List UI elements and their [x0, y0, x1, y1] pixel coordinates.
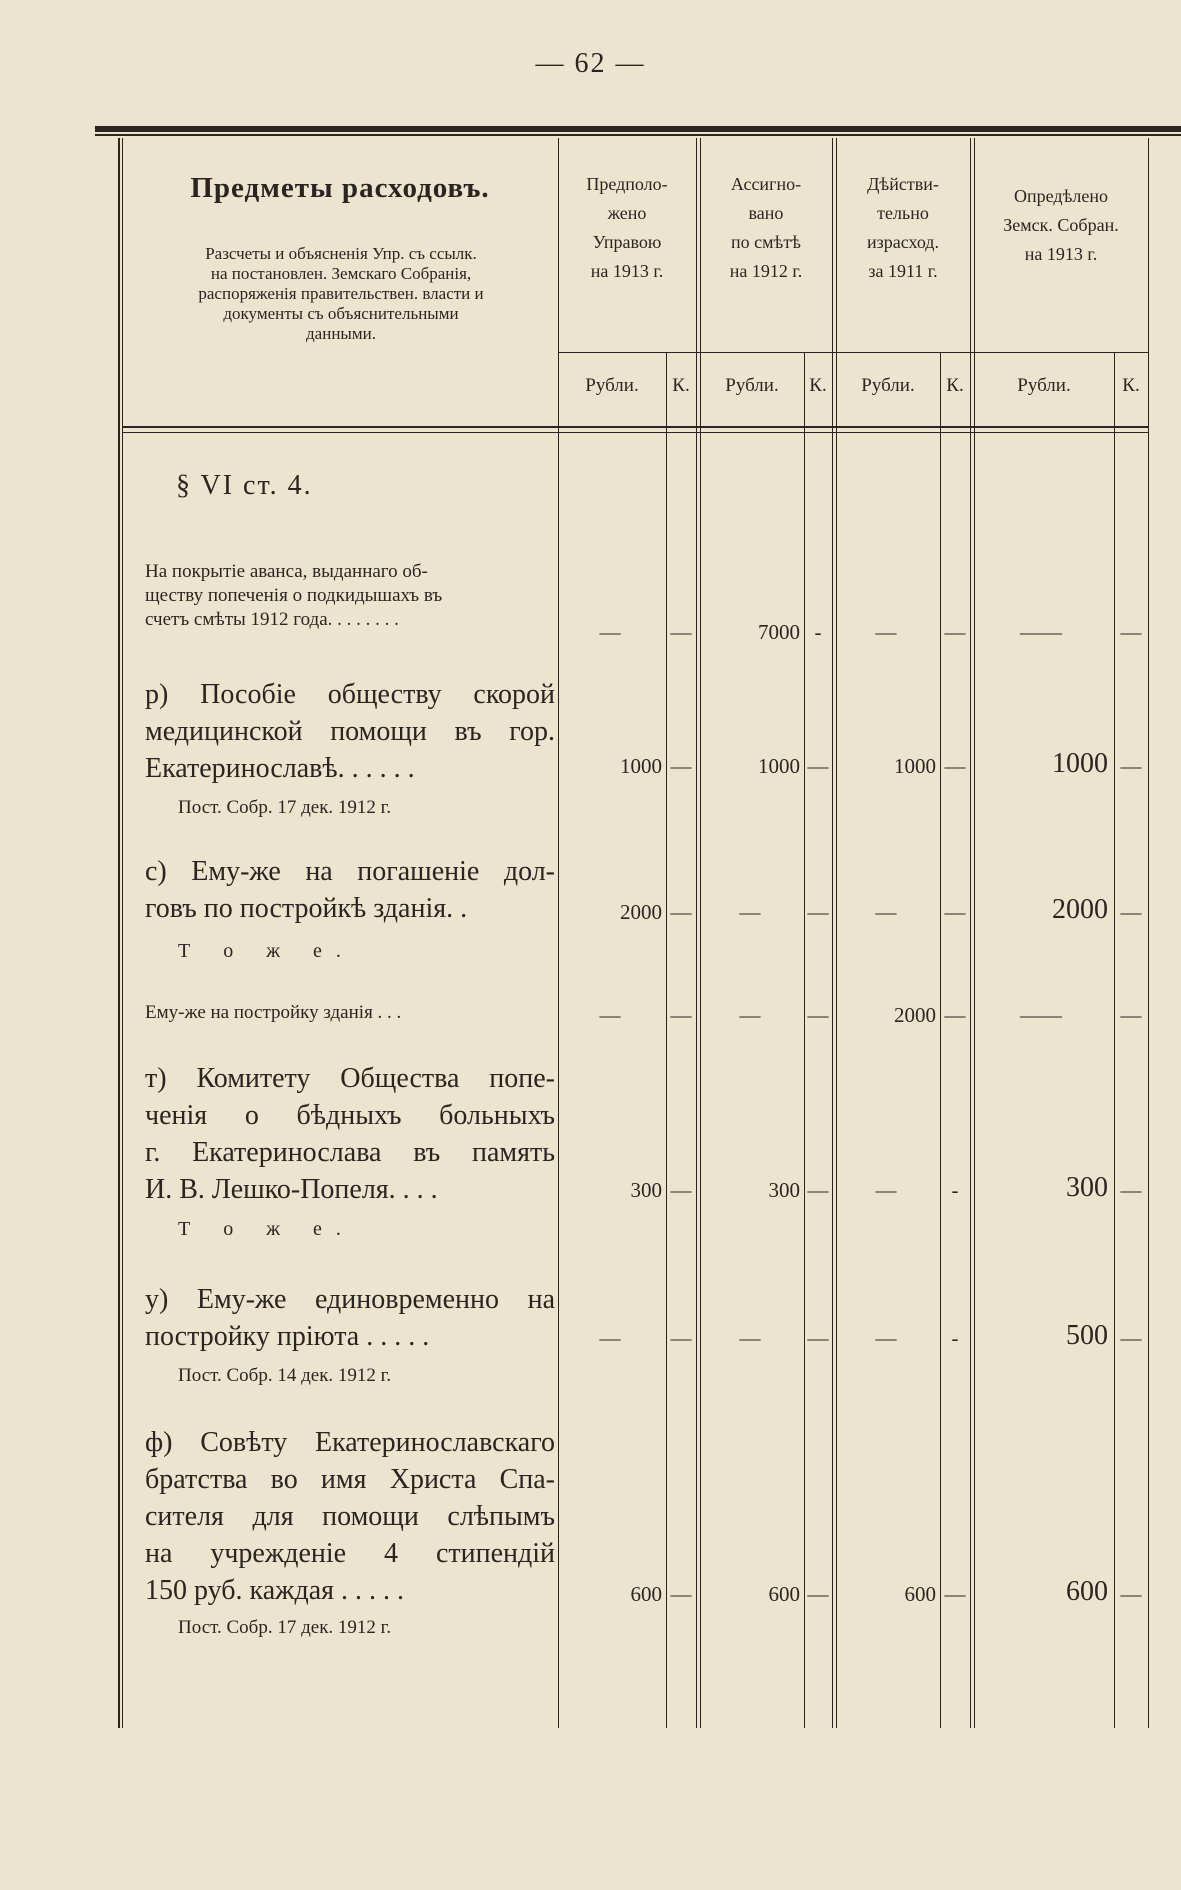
column-header-spent: Дѣйстви- тельно израсход. за 1911 г. — [867, 174, 939, 281]
kopek-cell: — — [807, 900, 829, 924]
row-text: с) Ему-же на погашеніе дол- говъ по постройкѣ зданія. . — [145, 856, 555, 924]
column-description: Разсчеты и объясненія Упр. съ ссылк. на постановлен. Земскаго Собранія, распоряженія правительствен. власти и документы съ объяснительными данными. — [198, 244, 484, 343]
kopek-divider — [804, 352, 805, 1728]
ruble-cell: — — [599, 1003, 621, 1027]
subheader-kop: К. — [1122, 375, 1140, 396]
table-left-border-inner — [122, 138, 123, 1728]
kopek-cell: — — [1120, 1178, 1142, 1202]
ruble-cell: — — [739, 900, 761, 924]
ruble-cell: — — [739, 1003, 761, 1027]
ruble-cell: — — [599, 620, 621, 644]
kopek-cell: — — [944, 620, 966, 644]
ruble-cell: 600 — [1066, 1576, 1108, 1607]
ruble-cell: 7000 — [758, 620, 800, 644]
column-header-assigned: Ассигно- вано по смѣтѣ на 1912 г. — [729, 174, 803, 281]
kopek-cell: — — [1120, 1003, 1142, 1027]
ruble-cell: — — [875, 620, 897, 644]
kopek-cell: — — [807, 1178, 829, 1202]
kopek-cell: — — [670, 1003, 692, 1027]
kopek-cell: — — [807, 1326, 829, 1350]
kopek-cell: — — [670, 900, 692, 924]
kopek-cell: — — [1120, 620, 1142, 644]
kopek-cell: — — [807, 1003, 829, 1027]
row-reference: Пост. Собр. 17 дек. 1912 г. — [178, 1617, 392, 1638]
kopek-cell: - — [951, 1178, 959, 1202]
ruble-cell: 2000 — [620, 900, 662, 924]
row-text: у) Ему-же единовременно на постройку пріюта . . . . . — [145, 1284, 555, 1352]
subheader-rub: Рубли. — [1017, 375, 1071, 396]
top-rule — [95, 126, 1181, 132]
ruble-cell: 300 — [1066, 1172, 1108, 1203]
subheader-rub: Рубли. — [585, 375, 639, 396]
row-text: ф) Совѣту Екатеринославскаго братства во имя Христа Спа- сителя для помощи слѣпымъ на учрежденіе 4 стипендій 150 руб. каждая . . . . . — [145, 1427, 555, 1606]
subheader-rub: Рубли. — [861, 375, 915, 396]
subheader-kop: К. — [946, 375, 964, 396]
table-right-border — [1148, 138, 1149, 1728]
column-header-determined: Опредѣлено Земск. Собран. на 1913 г. — [1003, 186, 1119, 264]
row-text: На покрытіе аванса, выданнаго об- ществу попеченія о подкидышахъ въ счетъ смѣты 1912 года. . . . . . . . — [145, 561, 443, 630]
ruble-cell: 300 — [768, 1178, 800, 1202]
subheader-rub: Рубли. — [725, 375, 779, 396]
kopek-cell: — — [1120, 1326, 1142, 1350]
ruble-cell: 500 — [1066, 1320, 1108, 1351]
kopek-divider — [1114, 352, 1115, 1728]
ruble-cell: 600 — [768, 1582, 800, 1606]
section-title: § VI ст. 4. — [176, 470, 313, 501]
kopek-cell: — — [670, 1326, 692, 1350]
kopek-cell: — — [1120, 754, 1142, 778]
ruble-cell: 1000 — [758, 754, 800, 778]
row-text: Ему-же на постройку зданія . . . — [145, 1002, 402, 1023]
kopek-cell: — — [944, 1003, 966, 1027]
kopek-cell: — — [807, 1582, 829, 1606]
ruble-cell: 2000 — [1052, 894, 1108, 925]
kopek-cell: — — [1120, 1582, 1142, 1606]
kopek-cell: — — [944, 754, 966, 778]
row-reference: Т о ж е. — [178, 940, 355, 962]
column-header-proposed: Предполо- жено Управою на 1913 г. — [586, 174, 668, 281]
kopek-cell: — — [1120, 900, 1142, 924]
column-divider — [832, 138, 833, 1728]
ruble-cell: — — [875, 1326, 897, 1350]
ruble-cell: 300 — [630, 1178, 662, 1202]
top-rule-secondary — [95, 134, 1181, 136]
header-bottom-rule — [122, 426, 1148, 428]
kopek-cell: — — [670, 1582, 692, 1606]
kopek-cell: — — [670, 620, 692, 644]
row-reference: Пост. Собр. 17 дек. 1912 г. — [178, 797, 392, 818]
kopek-cell: — — [670, 1178, 692, 1202]
header-bottom-rule-2 — [122, 432, 1148, 433]
ruble-cell: 1000 — [620, 754, 662, 778]
ruble-cell: —— — [1020, 1003, 1062, 1027]
kopek-cell: — — [944, 900, 966, 924]
kopek-cell: — — [807, 754, 829, 778]
row-text: т) Комитету Общества попе- ченія о бѣдныхъ больныхъ г. Екатеринослава въ память И. В. Лешко-Попеля. . . . — [145, 1063, 555, 1205]
page-number: — 62 — — [535, 48, 646, 79]
column-divider — [696, 138, 697, 1728]
table-left-border — [118, 138, 120, 1728]
kopek-cell: - — [951, 1326, 959, 1350]
kopek-cell: — — [670, 754, 692, 778]
ruble-cell: 1000 — [894, 754, 936, 778]
kopek-cell: - — [814, 620, 822, 644]
ruble-cell: 1000 — [1052, 748, 1108, 779]
ruble-cell: — — [875, 900, 897, 924]
subheader-kop: К. — [809, 375, 827, 396]
subheader-kop: К. — [672, 375, 690, 396]
row-reference: Т о ж е. — [178, 1218, 355, 1240]
subheader-rule — [558, 352, 1148, 353]
ruble-cell: —— — [1020, 620, 1062, 644]
ruble-cell: 600 — [630, 1582, 662, 1606]
ruble-cell: — — [739, 1326, 761, 1350]
kopek-divider — [666, 352, 667, 1728]
kopek-cell: — — [944, 1582, 966, 1606]
column-title-expenses: Предметы расходовъ. — [190, 172, 490, 204]
ruble-cell: 2000 — [894, 1003, 936, 1027]
row-reference: Пост. Собр. 14 дек. 1912 г. — [178, 1365, 392, 1386]
column-divider — [970, 138, 971, 1728]
row-text: р) Пособіе обществу скорой медицинской помощи въ гор. Екатеринославѣ. . . . . . — [145, 679, 555, 784]
kopek-divider — [940, 352, 941, 1728]
ruble-cell: 600 — [904, 1582, 936, 1606]
ruble-cell: — — [875, 1178, 897, 1202]
ruble-cell: — — [599, 1326, 621, 1350]
